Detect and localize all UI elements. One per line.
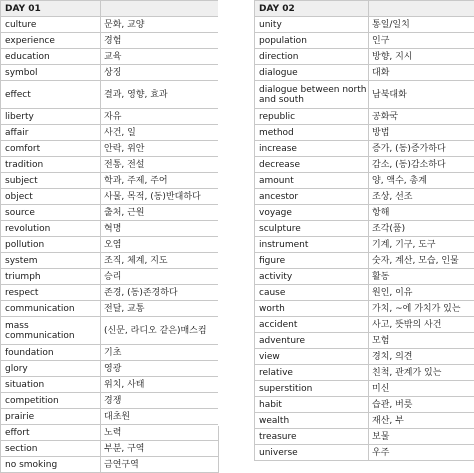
english-word-cell[interactable]: treasure (255, 429, 369, 445)
english-word-cell[interactable]: universe (255, 445, 369, 461)
header-empty-cell[interactable] (369, 1, 474, 17)
table-row (1, 65, 219, 81)
korean-meaning-cell[interactable]: 남북대화 (369, 81, 474, 109)
table-row (255, 33, 474, 49)
english-word-cell[interactable]: triumph (1, 269, 101, 285)
table-row (255, 269, 474, 285)
table-row (1, 253, 219, 269)
table-row (255, 109, 474, 125)
english-word-cell[interactable]: effect (1, 81, 101, 109)
english-word-cell[interactable]: habit (255, 397, 369, 413)
table-row (255, 397, 474, 413)
table-row (1, 269, 219, 285)
english-word-cell[interactable]: instrument (255, 237, 369, 253)
korean-meaning-cell[interactable]: 조상, 선조 (369, 189, 474, 205)
english-word-cell[interactable]: unity (255, 17, 369, 33)
english-word-cell[interactable]: glory (1, 361, 101, 377)
table-row (1, 17, 219, 33)
table-header-row (1, 1, 219, 17)
table-header-row (255, 1, 474, 17)
table-row (1, 457, 219, 473)
table-row (1, 141, 219, 157)
english-word-cell[interactable]: source (1, 205, 101, 221)
english-word-cell[interactable]: wealth (255, 413, 369, 429)
korean-meaning-cell[interactable]: 조각(품) (369, 221, 474, 237)
english-word-cell[interactable]: sculpture (255, 221, 369, 237)
korean-meaning-cell[interactable]: 사건, 일 (101, 125, 219, 141)
korean-meaning-cell[interactable]: 전통, 전설 (101, 157, 219, 173)
korean-meaning-cell[interactable]: 안락, 위안 (101, 141, 219, 157)
korean-meaning-cell[interactable]: 숫자, 계산, 모습, 인물 (369, 253, 474, 269)
table-row (255, 221, 474, 237)
korean-meaning-cell[interactable]: 승리 (101, 269, 219, 285)
korean-meaning-cell[interactable]: 친척, 관계가 있는 (369, 365, 474, 381)
table-row (255, 365, 474, 381)
english-word-cell[interactable]: culture (1, 17, 101, 33)
korean-meaning-cell[interactable]: 노력 (101, 425, 219, 441)
english-word-cell[interactable]: republic (255, 109, 369, 125)
korean-meaning-cell[interactable]: 오염 (101, 237, 219, 253)
day-01-table (0, 0, 219, 473)
korean-meaning-cell[interactable]: 출처, 근원 (101, 205, 219, 221)
english-word-cell[interactable]: accident (255, 317, 369, 333)
korean-meaning-cell[interactable]: 기초 (101, 345, 219, 361)
english-word-cell[interactable]: system (1, 253, 101, 269)
english-word-cell[interactable]: relative (255, 365, 369, 381)
english-word-cell[interactable]: increase (255, 141, 369, 157)
table-row (1, 173, 219, 189)
table-row (1, 49, 219, 65)
korean-meaning-cell[interactable]: 위치, 사태 (101, 377, 219, 393)
english-word-cell[interactable]: competition (1, 393, 101, 409)
english-word-cell[interactable]: subject (1, 173, 101, 189)
table-row (1, 189, 219, 205)
english-word-cell[interactable]: pollution (1, 237, 101, 253)
table-row (255, 125, 474, 141)
english-word-cell[interactable]: comfort (1, 141, 101, 157)
english-word-cell[interactable]: view (255, 349, 369, 365)
english-word-cell[interactable]: effort (1, 425, 101, 441)
korean-meaning-cell[interactable]: 공화국 (369, 109, 474, 125)
table-row (255, 413, 474, 429)
english-word-cell[interactable]: revolution (1, 221, 101, 237)
english-word-cell[interactable]: affair (1, 125, 101, 141)
english-word-cell[interactable]: no smoking (1, 457, 101, 473)
english-word-cell[interactable]: population (255, 33, 369, 49)
english-word-cell[interactable]: adventure (255, 333, 369, 349)
korean-meaning-cell[interactable]: 대초원 (101, 409, 219, 425)
table-row (255, 237, 474, 253)
day-02-table (254, 0, 474, 461)
korean-meaning-cell[interactable]: 전달, 교통 (101, 301, 219, 317)
table-row (255, 285, 474, 301)
korean-meaning-cell[interactable]: 양, 액수, 총계 (369, 173, 474, 189)
korean-meaning-cell[interactable]: 재산, 부 (369, 413, 474, 429)
table-row (255, 349, 474, 365)
table-row (255, 81, 474, 109)
english-word-cell[interactable]: direction (255, 49, 369, 65)
korean-meaning-cell[interactable]: 인구 (369, 33, 474, 49)
korean-meaning-cell[interactable]: 사물, 목적, (동)반대하다 (101, 189, 219, 205)
table-row (255, 317, 474, 333)
english-word-cell[interactable]: activity (255, 269, 369, 285)
english-word-cell[interactable]: amount (255, 173, 369, 189)
table-row (255, 173, 474, 189)
english-word-cell[interactable]: voyage (255, 205, 369, 221)
table-row (255, 49, 474, 65)
table-row (1, 393, 219, 409)
korean-meaning-cell[interactable]: 경험 (101, 33, 219, 49)
table-row (1, 221, 219, 237)
korean-meaning-cell[interactable]: 보물 (369, 429, 474, 445)
korean-meaning-cell[interactable]: 원인, 이유 (369, 285, 474, 301)
table-row (255, 141, 474, 157)
english-word-cell[interactable]: decrease (255, 157, 369, 173)
korean-meaning-cell[interactable]: 영광 (101, 361, 219, 377)
korean-meaning-cell[interactable]: 항해 (369, 205, 474, 221)
korean-meaning-cell[interactable]: 학과, 주제, 주어 (101, 173, 219, 189)
table-row (1, 317, 219, 345)
korean-meaning-cell[interactable]: 가치, ~에 가치가 있는 (369, 301, 474, 317)
table-row (1, 285, 219, 301)
english-word-cell[interactable]: dialogue between north and south (255, 81, 369, 109)
korean-meaning-cell[interactable]: 증가, (동)증가하다 (369, 141, 474, 157)
korean-meaning-cell[interactable]: 자유 (101, 109, 219, 125)
table-row (255, 429, 474, 445)
korean-meaning-cell[interactable]: (신문, 라디오 같은)매스컴 (101, 317, 219, 345)
english-word-cell[interactable]: figure (255, 253, 369, 269)
korean-meaning-cell[interactable]: 모험 (369, 333, 474, 349)
table-row (255, 253, 474, 269)
table-row (1, 301, 219, 317)
korean-meaning-cell[interactable]: 혁명 (101, 221, 219, 237)
korean-meaning-cell[interactable]: 문화, 교양 (101, 17, 219, 33)
korean-meaning-cell[interactable]: 통일/일치 (369, 17, 474, 33)
korean-meaning-cell[interactable]: 방향, 지시 (369, 49, 474, 65)
korean-meaning-cell[interactable]: 미신 (369, 381, 474, 397)
korean-meaning-cell[interactable]: 활동 (369, 269, 474, 285)
english-word-cell[interactable]: method (255, 125, 369, 141)
table-row (1, 409, 219, 425)
table-row (255, 333, 474, 349)
korean-meaning-cell[interactable]: 존경, (동)존경하다 (101, 285, 219, 301)
english-word-cell[interactable]: ancestor (255, 189, 369, 205)
english-word-cell[interactable]: superstition (255, 381, 369, 397)
korean-meaning-cell[interactable]: 경쟁 (101, 393, 219, 409)
korean-meaning-cell[interactable]: 기계, 기구, 도구 (369, 237, 474, 253)
korean-meaning-cell[interactable]: 조직, 체계, 지도 (101, 253, 219, 269)
table-row (255, 17, 474, 33)
table-row (255, 189, 474, 205)
table-row (1, 237, 219, 253)
korean-meaning-cell[interactable]: 우주 (369, 445, 474, 461)
table-row (255, 65, 474, 81)
table-row (1, 361, 219, 377)
english-word-cell[interactable]: foundation (1, 345, 101, 361)
korean-meaning-cell[interactable]: 금연구역 (101, 457, 219, 473)
korean-meaning-cell[interactable]: 습관, 버릇 (369, 397, 474, 413)
table-row (255, 381, 474, 397)
table-row (1, 345, 219, 361)
english-word-cell[interactable]: liberty (1, 109, 101, 125)
table-row (1, 109, 219, 125)
english-word-cell[interactable]: dialogue (255, 65, 369, 81)
english-word-cell[interactable]: respect (1, 285, 101, 301)
day-02-header[interactable]: DAY 02 (255, 1, 369, 17)
table-row (1, 157, 219, 173)
table-row (1, 125, 219, 141)
column-gap (218, 0, 254, 426)
english-word-cell[interactable]: communication (1, 301, 101, 317)
korean-meaning-cell[interactable]: 대화 (369, 65, 474, 81)
korean-meaning-cell[interactable]: 사고, 뜻밖의 사건 (369, 317, 474, 333)
english-word-cell[interactable]: mass communication (1, 317, 101, 345)
english-word-cell[interactable]: situation (1, 377, 101, 393)
english-word-cell[interactable]: prairie (1, 409, 101, 425)
korean-meaning-cell[interactable]: 방법 (369, 125, 474, 141)
english-word-cell[interactable]: object (1, 189, 101, 205)
table-row (1, 205, 219, 221)
table-row (1, 377, 219, 393)
korean-meaning-cell[interactable]: 결과, 영향, 효과 (101, 81, 219, 109)
table-row (255, 445, 474, 461)
korean-meaning-cell[interactable]: 교육 (101, 49, 219, 65)
table-row (255, 301, 474, 317)
english-word-cell[interactable]: tradition (1, 157, 101, 173)
table-row (1, 33, 219, 49)
korean-meaning-cell[interactable]: 상징 (101, 65, 219, 81)
table-row (1, 441, 219, 457)
table-row (255, 157, 474, 173)
english-word-cell[interactable]: worth (255, 301, 369, 317)
korean-meaning-cell[interactable]: 감소, (동)감소하다 (369, 157, 474, 173)
korean-meaning-cell[interactable]: 경치, 의견 (369, 349, 474, 365)
day-01-header[interactable]: DAY 01 (1, 1, 101, 17)
table-row (1, 425, 219, 441)
table-row (255, 205, 474, 221)
header-empty-cell[interactable] (101, 1, 219, 17)
table-row (1, 81, 219, 109)
english-word-cell[interactable]: symbol (1, 65, 101, 81)
english-word-cell[interactable]: section (1, 441, 101, 457)
english-word-cell[interactable]: education (1, 49, 101, 65)
english-word-cell[interactable]: cause (255, 285, 369, 301)
korean-meaning-cell[interactable]: 부분, 구역 (101, 441, 219, 457)
english-word-cell[interactable]: experience (1, 33, 101, 49)
